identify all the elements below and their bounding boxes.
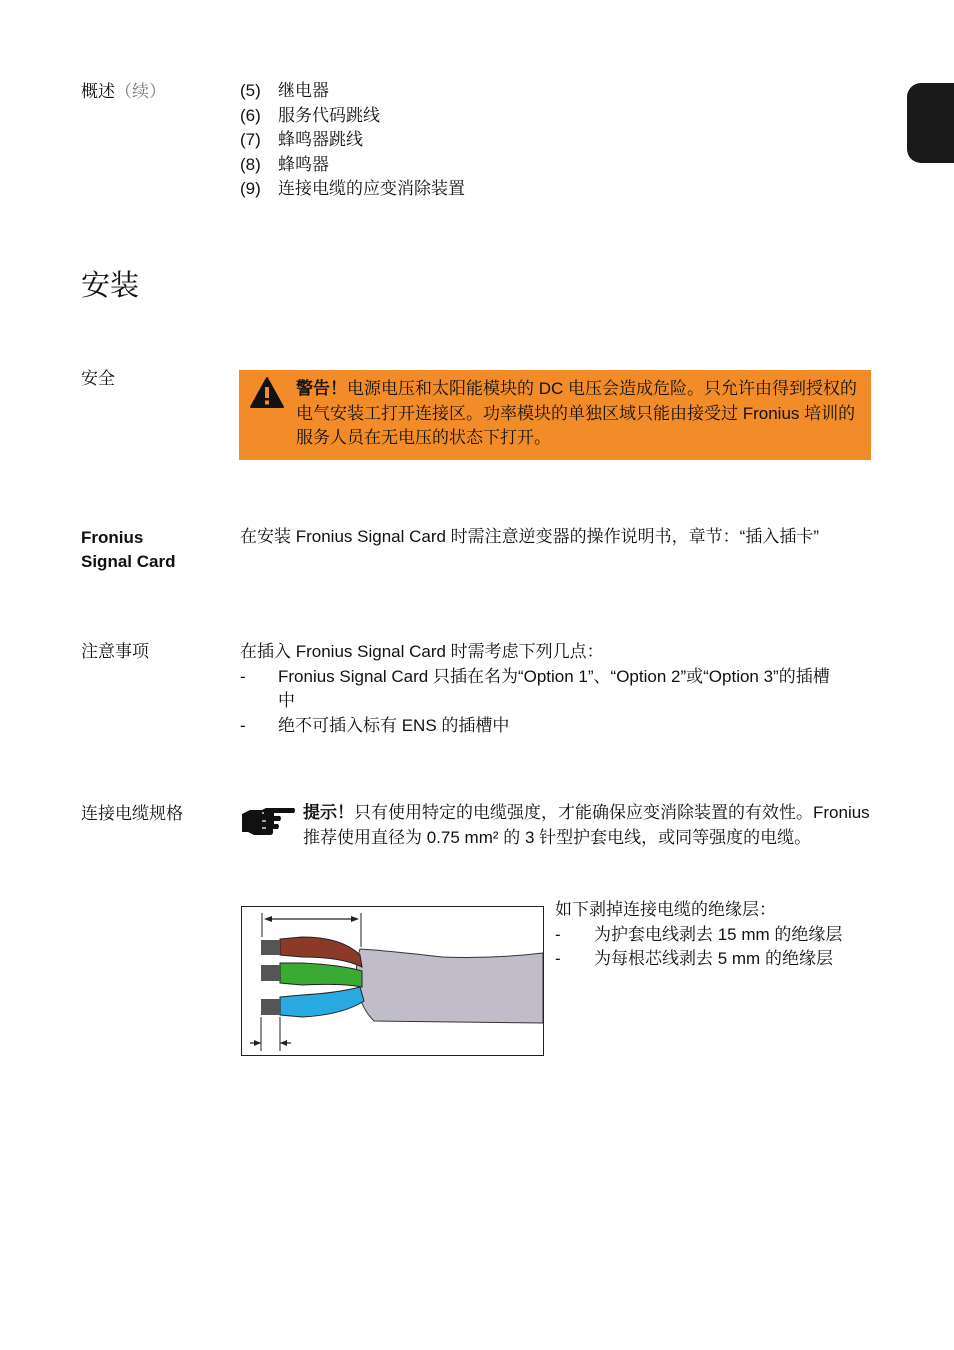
signal-card-label-line2: Signal Card — [81, 552, 176, 571]
list-item — [555, 947, 875, 972]
item-number: (6) — [240, 105, 261, 125]
safety-label: 安全 — [81, 369, 115, 388]
list-item — [240, 177, 465, 202]
bullet-text: 为每根芯线剥去 5 mm 的绝缘层 — [594, 949, 833, 968]
pointing-hand-icon — [240, 805, 296, 837]
conductor-blue — [261, 999, 280, 1015]
list-item — [240, 104, 465, 129]
section-tab-marker — [907, 83, 954, 163]
hint-body: 只有使用特定的电缆强度，才能确保应变消除装置的有效性。Fronius 推荐使用直径为 0.75 mm² 的 3 针型护套电线，或同等强度的电缆。 — [303, 803, 870, 847]
bullet-text: Fronius Signal Card 只插在名为“Option 1”、“Option 2”或“Option 3”的插槽中 — [278, 666, 830, 710]
warning-box — [239, 370, 871, 460]
overview-label-text: 概述 — [81, 82, 115, 101]
item-number: (5) — [240, 81, 261, 100]
item-text: 服务代码跳线 — [278, 105, 380, 125]
hint-text — [303, 801, 873, 850]
conductor-green — [261, 965, 280, 981]
bullet-dash: - — [240, 666, 246, 686]
bullet-text: 绝不可插入标有 ENS 的插槽中 — [278, 715, 510, 735]
bullet-dash: - — [240, 715, 246, 735]
list-item — [240, 128, 465, 153]
conductor-brown — [261, 940, 280, 955]
notes-content — [240, 640, 840, 738]
strip-instructions — [555, 898, 875, 972]
item-number: (8) — [240, 154, 261, 174]
dim-arrow-right — [351, 916, 359, 922]
install-heading: 安装 — [81, 270, 140, 302]
dim5-arrow-left — [254, 1040, 261, 1046]
list-item — [555, 923, 875, 948]
dim5-arrow-right — [280, 1040, 287, 1046]
cable-jacket — [356, 949, 543, 1023]
list-item — [240, 153, 465, 178]
item-number: (9) — [240, 179, 261, 198]
dim-arrow-left — [264, 916, 272, 922]
signal-card-label — [81, 526, 175, 574]
list-item — [240, 79, 465, 104]
list-item — [240, 714, 840, 739]
wire-green — [280, 963, 362, 987]
bullet-text: 为护套电线剥去 15 mm 的绝缘层 — [594, 924, 843, 944]
warning-body: 电源电压和太阳能模块的 DC 电压会造成危险。只允许由得到授权的电气安装工打开连接区。功率模块的单独区域只能由接受过 Fronius 培训的服务人员在无电压的状态下打开。 — [296, 379, 857, 447]
item-text: 蜂鸣器跳线 — [278, 130, 363, 149]
cable-strip-figure — [241, 906, 544, 1056]
signal-card-label-line1: Fronius — [81, 528, 144, 547]
notes-intro: 在插入 Fronius Signal Card 时需考虑下列几点： — [240, 642, 604, 661]
notes-label: 注意事项 — [81, 642, 149, 661]
cable-spec-label: 连接电缆规格 — [81, 804, 183, 823]
warning-text — [296, 377, 866, 451]
item-text: 连接电缆的应变消除装置 — [278, 179, 465, 198]
overview-label — [81, 80, 166, 104]
overview-label-suffix: （续） — [115, 82, 166, 101]
signal-card-text: 在安装 Fronius Signal Card 时需注意逆变器的操作说明书，章节：“插入插卡” — [240, 527, 820, 546]
item-text: 继电器 — [278, 81, 329, 100]
wire-blue — [280, 987, 364, 1017]
warning-prefix: 警告！ — [296, 379, 347, 398]
hint-prefix: 提示！ — [303, 803, 354, 822]
cable-diagram — [242, 907, 543, 1055]
warning-triangle-icon — [249, 376, 285, 410]
item-text: 蜂鸣器 — [278, 154, 329, 174]
list-item — [240, 665, 840, 714]
bullet-dash: - — [555, 924, 561, 944]
strip-intro: 如下剥掉连接电缆的绝缘层： — [555, 900, 776, 919]
bullet-dash: - — [555, 949, 561, 968]
item-number: (7) — [240, 130, 261, 149]
overview-list — [240, 79, 465, 202]
